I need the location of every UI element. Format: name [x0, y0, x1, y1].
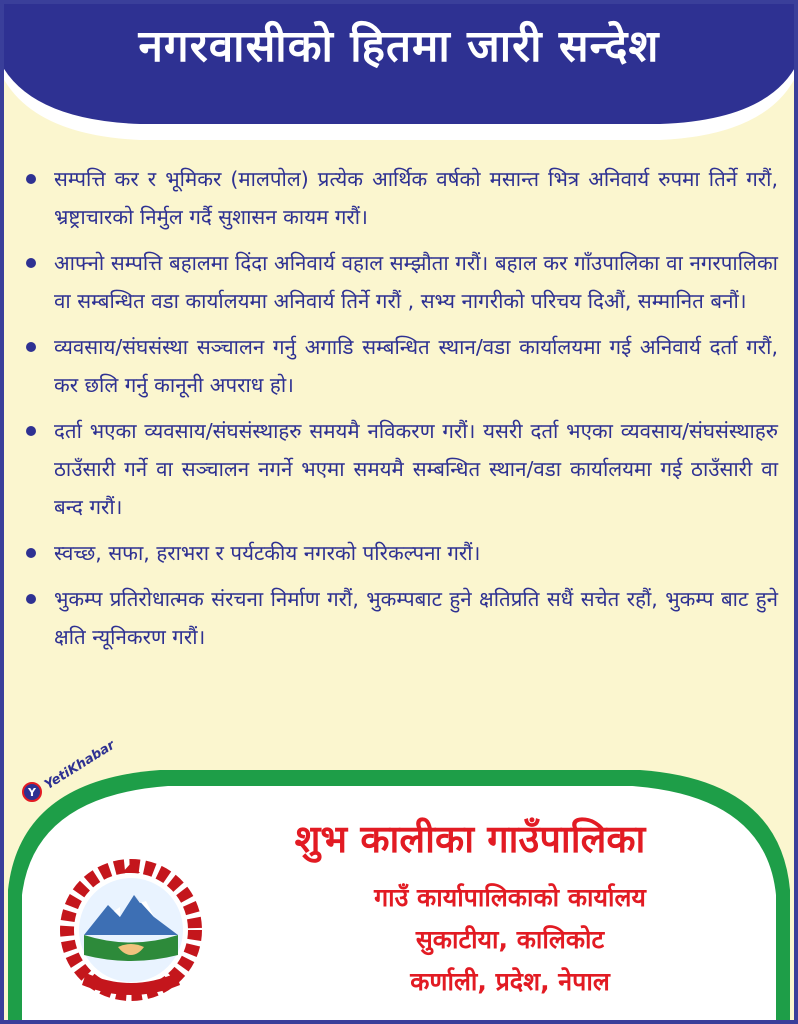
message-list	[22, 160, 778, 664]
list-item	[22, 412, 778, 526]
office-name: गाउँ कार्यापालिकाको कार्यालय	[374, 883, 646, 912]
bullet-icon	[26, 342, 36, 352]
list-item-text: स्वच्छ, सफा, हराभरा र पर्यटकीय नगरको परिकल्पना गरौं।	[54, 541, 481, 565]
list-item-text: आफ्नो सम्पत्ति बहालमा दिंदा अनिवार्य वहाल सम्झौता गरौं। बहाल कर गाँउपालिका वा नगरपालिका वा सम्बन्धित वडा कार्यालयमा अनिवार्य तिर्ने गरौं , सभ्य नागरीको परिचय दिऔं, सम्मानित बनौं।	[54, 251, 778, 313]
bullet-icon	[26, 594, 36, 604]
office-location: सुकाटीया, कालिकोट	[415, 925, 605, 954]
bullet-icon	[26, 174, 36, 184]
list-item	[22, 580, 778, 656]
list-item	[22, 328, 778, 404]
page-title: नगरवासीको हितमा जारी सन्देश	[138, 21, 660, 72]
bullet-icon	[26, 426, 36, 436]
list-item	[22, 160, 778, 236]
watermark-text: YetiKhabar	[42, 737, 118, 793]
nepal-emblem-icon	[56, 855, 206, 1005]
bullet-icon	[26, 258, 36, 268]
yeti-logo-icon: Y	[22, 782, 42, 802]
municipality-name: शुभ कालीका गाउँपालिका	[294, 817, 646, 861]
list-item-text: भुकम्प प्रतिरोधात्मक संरचना निर्माण गरौं, भुकम्पबाट हुने क्षतिप्रति सधैं सचेत रहौं, भुकम्प बाट हुने क्षति न्यूनिकरण गरौं।	[54, 587, 778, 649]
list-item	[22, 534, 778, 572]
yetikhabar-watermark	[22, 737, 126, 802]
list-item-text: दर्ता भएका व्यवसाय/संघसंस्थाहरु समयमै नविकरण गरौं। यसरी दर्ता भएका व्यवसाय/संघसंस्थाहरु ठाउँसारी गर्ने वा सञ्चालन नगर्ने भएमा समयमै सम्बन्धित स्थान/वडा कार्यालयमा गई ठाउँसारी वा बन्द गरौं।	[54, 419, 778, 519]
list-item-text: सम्पत्ति कर र भूमिकर (मालपोल) प्रत्येक आर्थिक वर्षको मसान्त भित्र अनिवार्य रुपमा तिर्ने गरौं, भ्रष्ट्राचारको निर्मुल गर्दै सुशासन कायम गरौं।	[54, 167, 778, 229]
list-item	[22, 244, 778, 320]
bullet-icon	[26, 548, 36, 558]
office-province: कर्णाली, प्रदेश, नेपाल	[410, 967, 610, 996]
list-item-text: व्यवसाय/संघसंस्था सञ्चालन गर्नु अगाडि सम्बन्धित स्थान/वडा कार्यालयमा गई अनिवार्य दर्ता गरौं, कर छलि गर्नु कानूनी अपराध हो।	[54, 335, 778, 397]
